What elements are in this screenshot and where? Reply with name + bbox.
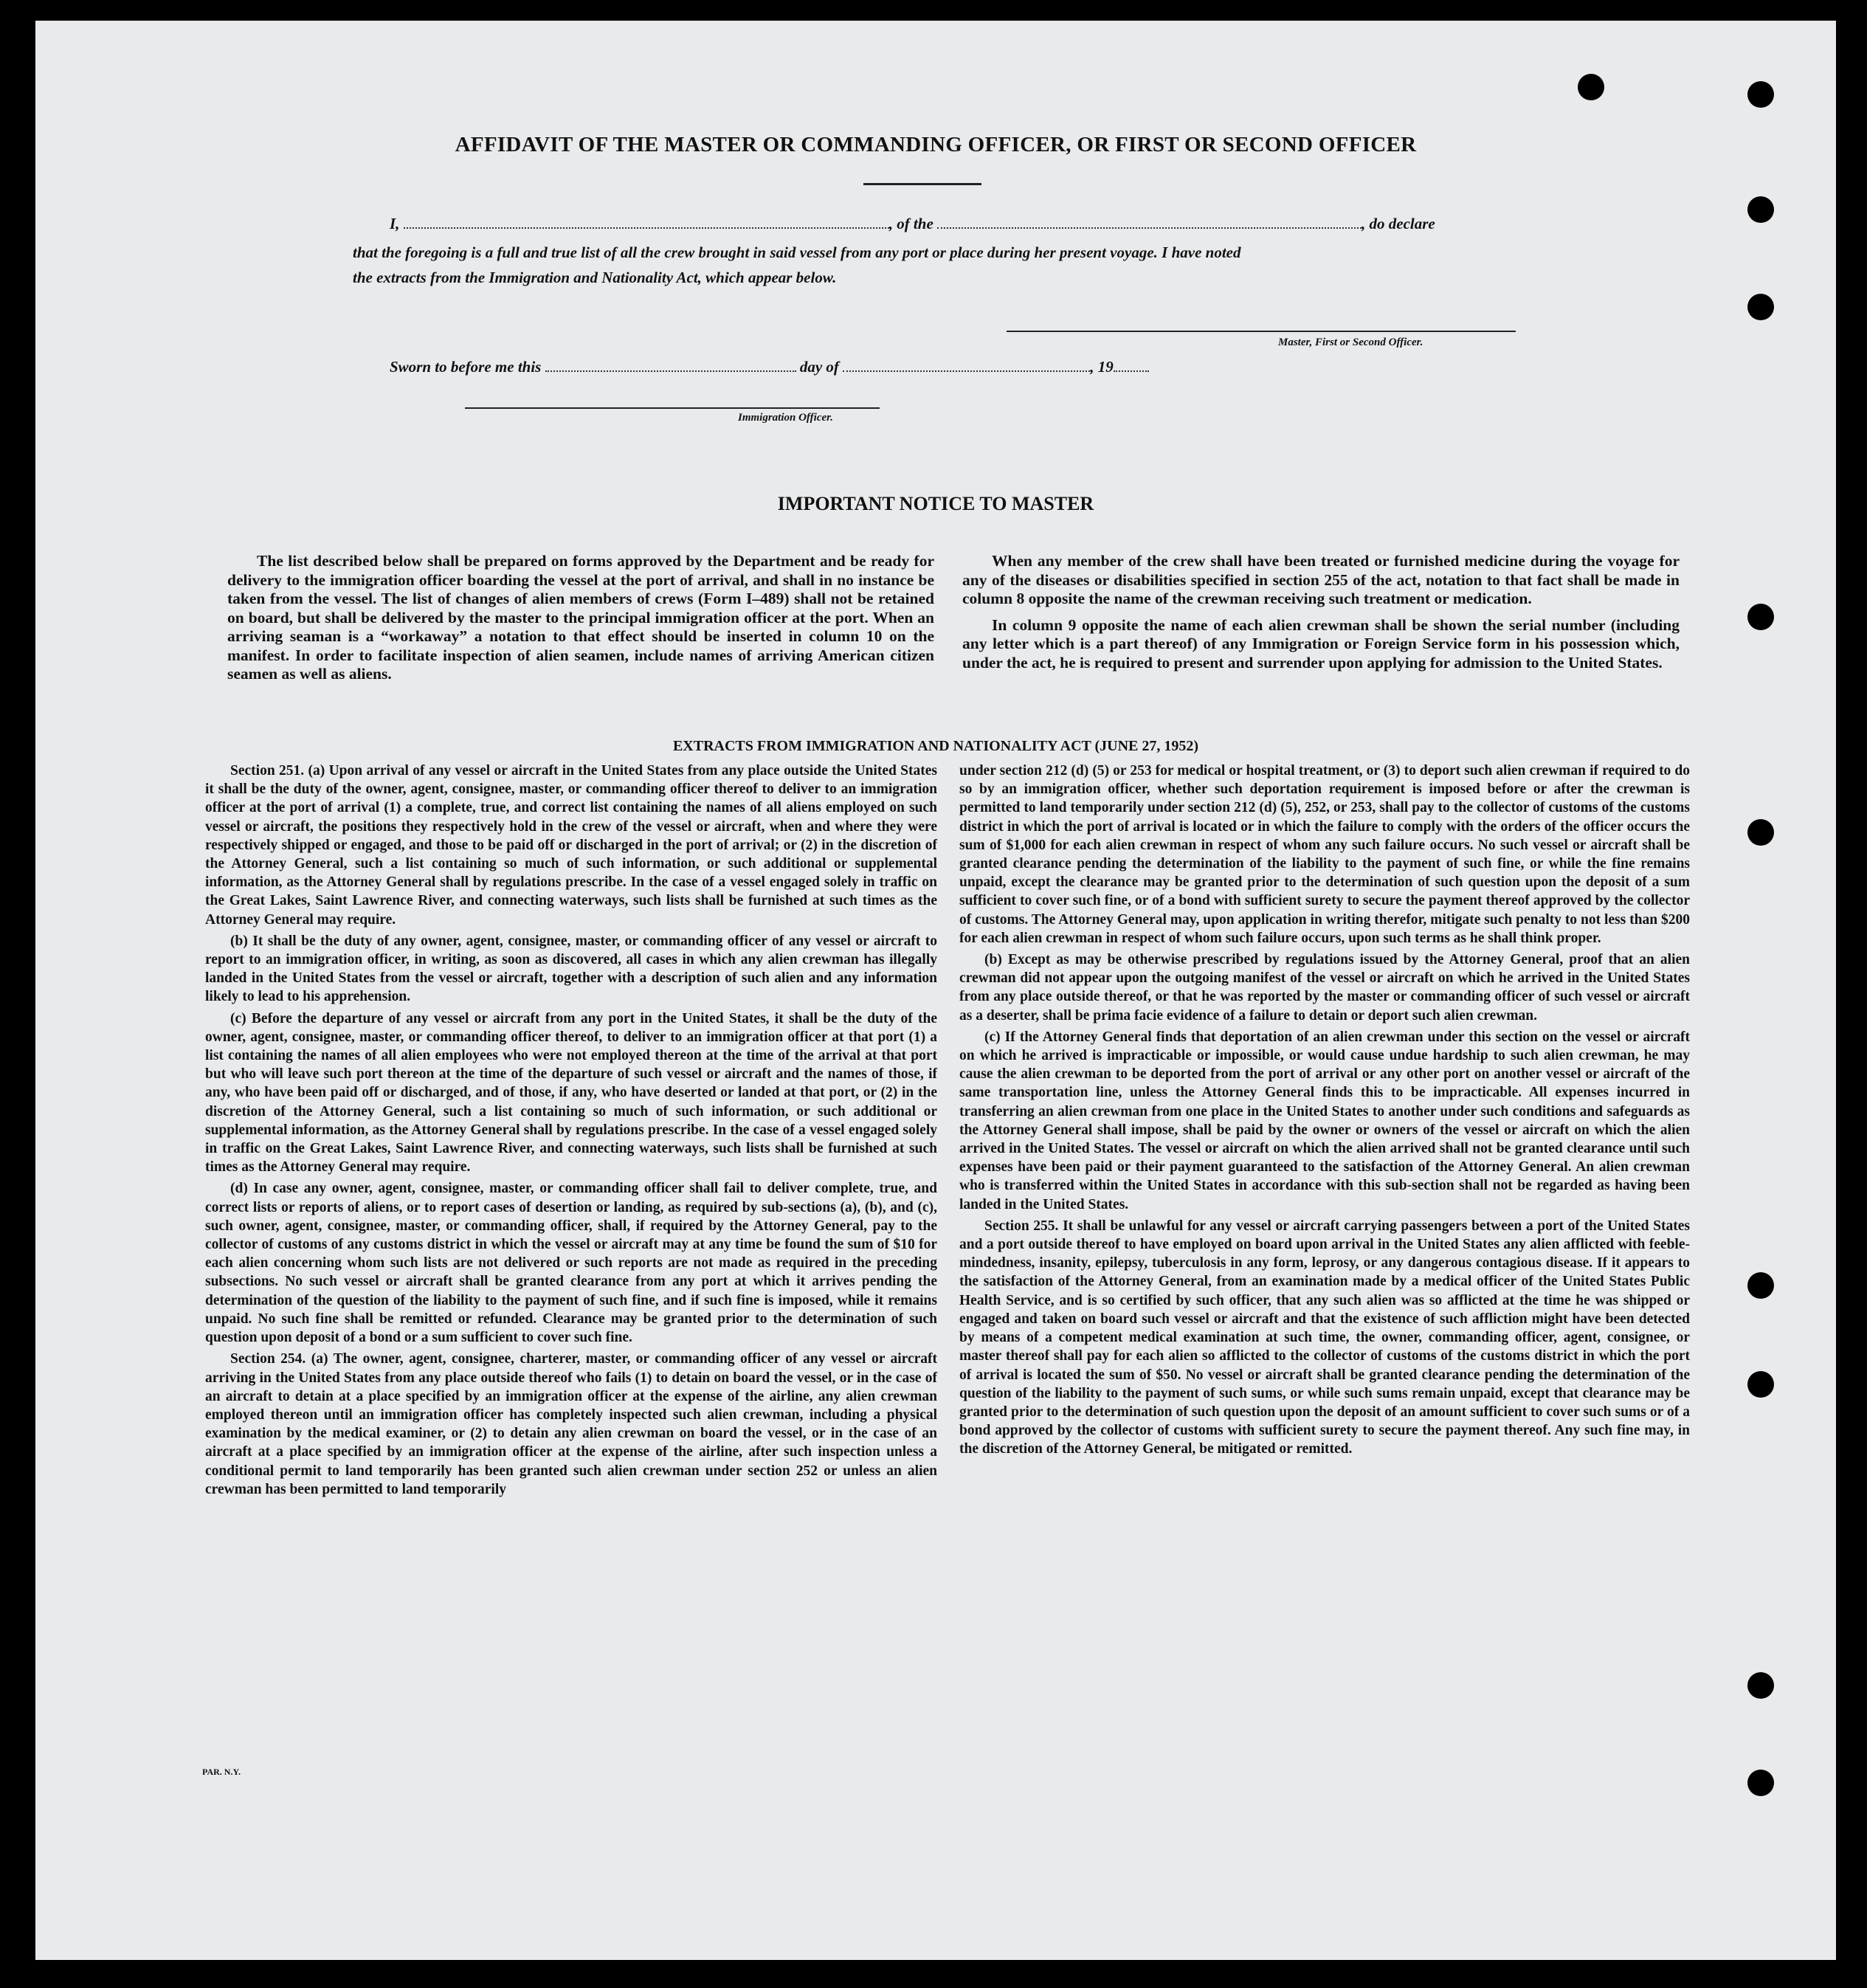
section-251-d: (d) In case any owner, agent, consignee, master, or commanding officer shall fail to deliver complete, true, and correct lists or reports of aliens, or to report cases of desertion or landing, as required by sub-sections (a), (b), and (c), such owner, agent, consignee, master, or commanding officer, shall, if required by the Attorney General, pay to the collector of customs of any customs district in which the vessel or aircraft may at any time be found the sum of $10 for each alien concerning whom such lists are not delivered or such reports are not made as required in the preceding subsections. No such vessel or aircraft shall be granted clearance from any port at which it arrives pending the determination of the question of the liability to the payment of such fine, and if such fine is imposed, while it remains unpaid. No such fine shall be remitted or refunded. Clearance may be granted prior to the determination of such question upon deposit of a bond or a sum sufficient to cover such fine. (205, 1181, 937, 1346)
notice-right-text-2: In column 9 opposite the name of each alien crewman shall be shown the serial number (including any letter which is a part thereof) of any Immigration or Foreign Service form in his possession which, under the act, he is required to present and surrender upon applying for admission to the United States. (962, 615, 1680, 672)
extracts-left-column (205, 762, 937, 1502)
declaration-line-2: that the foregoing is a full and true list of all the crew brought in said vessel from any port or place during her present voyage. I have noted (353, 244, 1241, 261)
notice-right-paragraphs (962, 552, 1680, 672)
declaration-line-3: the extracts from the Immigration and Nationality Act, which appear below. (353, 269, 837, 286)
day-of-label: day of (799, 358, 839, 376)
declarant-name-field[interactable] (404, 214, 889, 229)
punch-hole (1578, 74, 1604, 100)
officer-caption: Immigration Officer. (738, 412, 833, 424)
printer-mark: PAR. N.Y. (202, 1767, 241, 1777)
master-caption: Master, First or Second Officer. (1278, 336, 1423, 348)
master-signature-line[interactable] (1007, 331, 1516, 332)
year-label: , 19 (1090, 358, 1114, 376)
section-254-a: Section 254. (a) The owner, agent, consignee, charterer, master, or commanding officer of any vessel or aircraft arriving in the United States from any place outside thereof who fails (1) to detain on board the vessel, or in the case of an aircraft to detain at a place specified by an immigration officer at the expense of the airline, any alien crewman employed thereon until an immigration officer has completely inspected such alien crewman, including a physical examination by the medical examiner, or (2) to detain any alien crewman on board the vessel, or in the case of an aircraft at a place specified by an immigration officer at the expense of the airline, after such inspection unless a conditional permit to land temporarily has been granted such alien crewman under section 252 or unless an alien crewman has been permitted to land temporarily (205, 1351, 937, 1497)
section-254-a-continued: under section 212 (d) (5) or 253 for medical or hospital treatment, or (3) to deport such alien crewman if required to do so by an immigration officer, whether such deportation requirement is imposed before or after the crewman is permitted to land temporarily under section 212 (d) (5), 252, or 253, shall pay to the collector of customs of the customs district in which the port of arrival is located or in which the failure to comply with the orders of the officer occurs the sum of $1,000 for each alien crewman in respect of whom any such failure occurs. No such vessel or aircraft shall be granted clearance pending the determination of the liability to the payment of such fine, or while the fine remains unpaid, except the clearance may be granted prior to the determination of such question upon the deposit of a sum sufficient to cover such fine, or of a bond with sufficient surety to secure the payment thereof approved by the collector of customs. The Attorney General may, upon application in writing therefor, mitigate such penalty to not less than $200 for each alien crewman in respect of whom such failure occurs, upon such terms as he shall think proper. (959, 763, 1690, 946)
punch-hole (1747, 1371, 1774, 1398)
do-declare-label: , do declare (1362, 215, 1435, 232)
notice-left-paragraph (227, 552, 934, 684)
punch-hole (1747, 1272, 1774, 1299)
officer-signature-line[interactable] (465, 407, 880, 409)
declarant-line (390, 214, 1435, 233)
notice-title: IMPORTANT NOTICE TO MASTER (777, 493, 1094, 514)
punch-hole (1747, 81, 1774, 108)
sworn-year-field[interactable] (1114, 357, 1149, 372)
section-254-c: (c) If the Attorney General finds that deportation of an alien crewman under this section on the vessel or aircraft on which he arrived is impracticable or impossible, or would cause undue hardship to such alien crewman, he may cause the alien crewman to be deported from the port of arrival or any other port on another vessel or aircraft of the same transportation line, unless the Attorney General finds this to be impracticable. All expenses incurred in transferring an alien crewman from one place in the United States to another under such conditions and safeguards as the Attorney General shall impose, shall be paid by the owner or owners of the vessel or aircraft on which the alien arrived in the United States. The vessel or aircraft on which the alien arrived shall not be granted clearance until such expenses have been paid or their payment guaranteed to the satisfaction of the Attorney General. An alien crewman who is transferred within the United States in accordance with this sub-section shall not be regarded as having been landed in the United States. (959, 1029, 1690, 1212)
section-255: Section 255. It shall be unlawful for any vessel or aircraft carrying passengers between a port of the United States and a port outside thereof to have employed on board upon arrival in the United States any alien afflicted with feeble-mindedness, insanity, epilepsy, tuberculosis in any form, leprosy, or any dangerous contagious disease. If it appears to the satisfaction of the Attorney General, from an examination made by a medical officer of the United States Public Health Service, and is so certified by such officer, that any such alien was so afflicted at the time he was shipped or engaged and taken on board such vessel or aircraft and that the existence of such affliction might have been detected by means of a competent medical examination at such time, the owner, commanding officer, agent, consignee, or master thereof shall pay for each alien so afflicted to the collector of customs of the customs district in which the port of arrival is located the sum of $50. No vessel or aircraft shall be granted clearance pending the determination of the question of the liability to the payment of such sums, or while such sums remain unpaid, except that clearance may be granted prior to the determination of such question upon the deposit of an amount sufficient to cover such sums or of a bond approved by the collector of customs with sufficient surety to secure the payment thereof. Any such fine may, in the discretion of the Attorney General, be mitigated or remitted. (959, 1218, 1690, 1457)
section-251-b: (b) It shall be the duty of any owner, agent, consignee, master, or commanding officer of any vessel or aircraft to report to an immigration officer, in writing, as soon as discovered, all cases in which any alien crewman has illegally landed in the United States from the vessel or aircraft, together with a description of such alien and any information likely to lead to his apprehension. (205, 933, 937, 1005)
punch-hole (1747, 604, 1774, 630)
sworn-line (390, 357, 1149, 376)
sworn-label: Sworn to before me this (390, 358, 542, 376)
extracts-title: EXTRACTS FROM IMMIGRATION AND NATIONALITY ACT (JUNE 27, 1952) (672, 738, 1199, 754)
notice-left-text: The list described below shall be prepared on forms approved by the Department and be ready for delivery to the immigration officer boarding the vessel at the port of arrival, and shall in no instance be taken from the vessel. The list of changes of alien members of crews (Form I–489) shall not be retained on board, but shall be delivered by the master to the principal immigration officer at the port. When an arriving seaman is a “workaway” a notation to that effect should be inserted in column 10 on the manifest. In order to facilitate inspection of alien seamen, include names of arriving American citizen seamen as well as aliens. (227, 552, 934, 683)
affidavit-title: AFFIDAVIT OF THE MASTER OR COMMANDING OFFICER, OR FIRST OR SECOND OFFICER (455, 133, 1417, 156)
of-the-label: , of the (888, 215, 934, 232)
notice-right-text-1: When any member of the crew shall have been treated or furnished medicine during the voyage for any of the diseases or disabilities specified in section 255 of the act, notation to that fact shall be made in column 8 opposite the name of the crewman receiving such treatment or medication. (962, 552, 1680, 607)
vessel-name-field[interactable] (937, 214, 1362, 229)
punch-hole (1747, 1672, 1774, 1699)
document-page (35, 21, 1836, 1960)
title-rule (863, 183, 981, 185)
punch-hole (1747, 196, 1774, 223)
punch-hole (1747, 1770, 1774, 1796)
punch-hole (1747, 819, 1774, 846)
sworn-day-field[interactable] (545, 357, 796, 372)
punch-hole (1747, 294, 1774, 320)
section-251-a: Section 251. (a) Upon arrival of any vessel or aircraft in the United States from any place outside the United States it shall be the duty of the owner, agent, consignee, master, or commanding officer thereof to deliver to an immigration officer at the port of arrival (1) a complete, true, and correct list containing the names of all aliens employed on such vessel or aircraft, the positions they respectively hold in the crew of the vessel or aircraft, when and where they were respectively shipped or engaged, and those to be paid off or discharged in the port of arrival; or (2) in the discretion of the Attorney General, such a list containing so much of such information, or such additional or supplemental information, as the Attorney General shall by regulations prescribe. In the case of a vessel engaged solely in traffic on the Great Lakes, Saint Lawrence River, and connecting waterways, such lists shall be furnished at such times as the Attorney General may require. (205, 763, 937, 928)
extracts-right-column (959, 762, 1690, 1462)
i-label: I, (390, 215, 400, 232)
sworn-month-field[interactable] (843, 357, 1090, 372)
section-251-c: (c) Before the departure of any vessel or aircraft from any port in the United States, it shall be the duty of the owner, agent, consignee, master, or commanding officer thereof, to deliver to an immigration officer at that port (1) a list containing the names of all alien employees who were not employed thereon at the time of the arrival at that port but who will leave such port thereon at the time of the departure of such vessel or aircraft and the names of those, if any, who have been paid off or discharged, and of those, if any, who have deserted or landed at that port, or (2) in the discretion of the Attorney General, such a list containing so much of such information, or such additional or supplemental information, as the Attorney General shall by regulations prescribe. In the case of a vessel engaged solely in traffic on the Great Lakes, Saint Lawrence River, and connecting waterways, such lists shall be furnished at such times as the Attorney General may require. (205, 1010, 937, 1176)
section-254-b: (b) Except as may be otherwise prescribed by regulations issued by the Attorney General, proof that an alien crewman did not appear upon the outgoing manifest of the vessel or aircraft on which he arrived in the United States from any place outside thereof, or that he was reported by the master or commanding officer of such vessel or aircraft as a deserter, shall be prima facie evidence of a failure to detain or deport such alien crewman. (959, 952, 1690, 1024)
